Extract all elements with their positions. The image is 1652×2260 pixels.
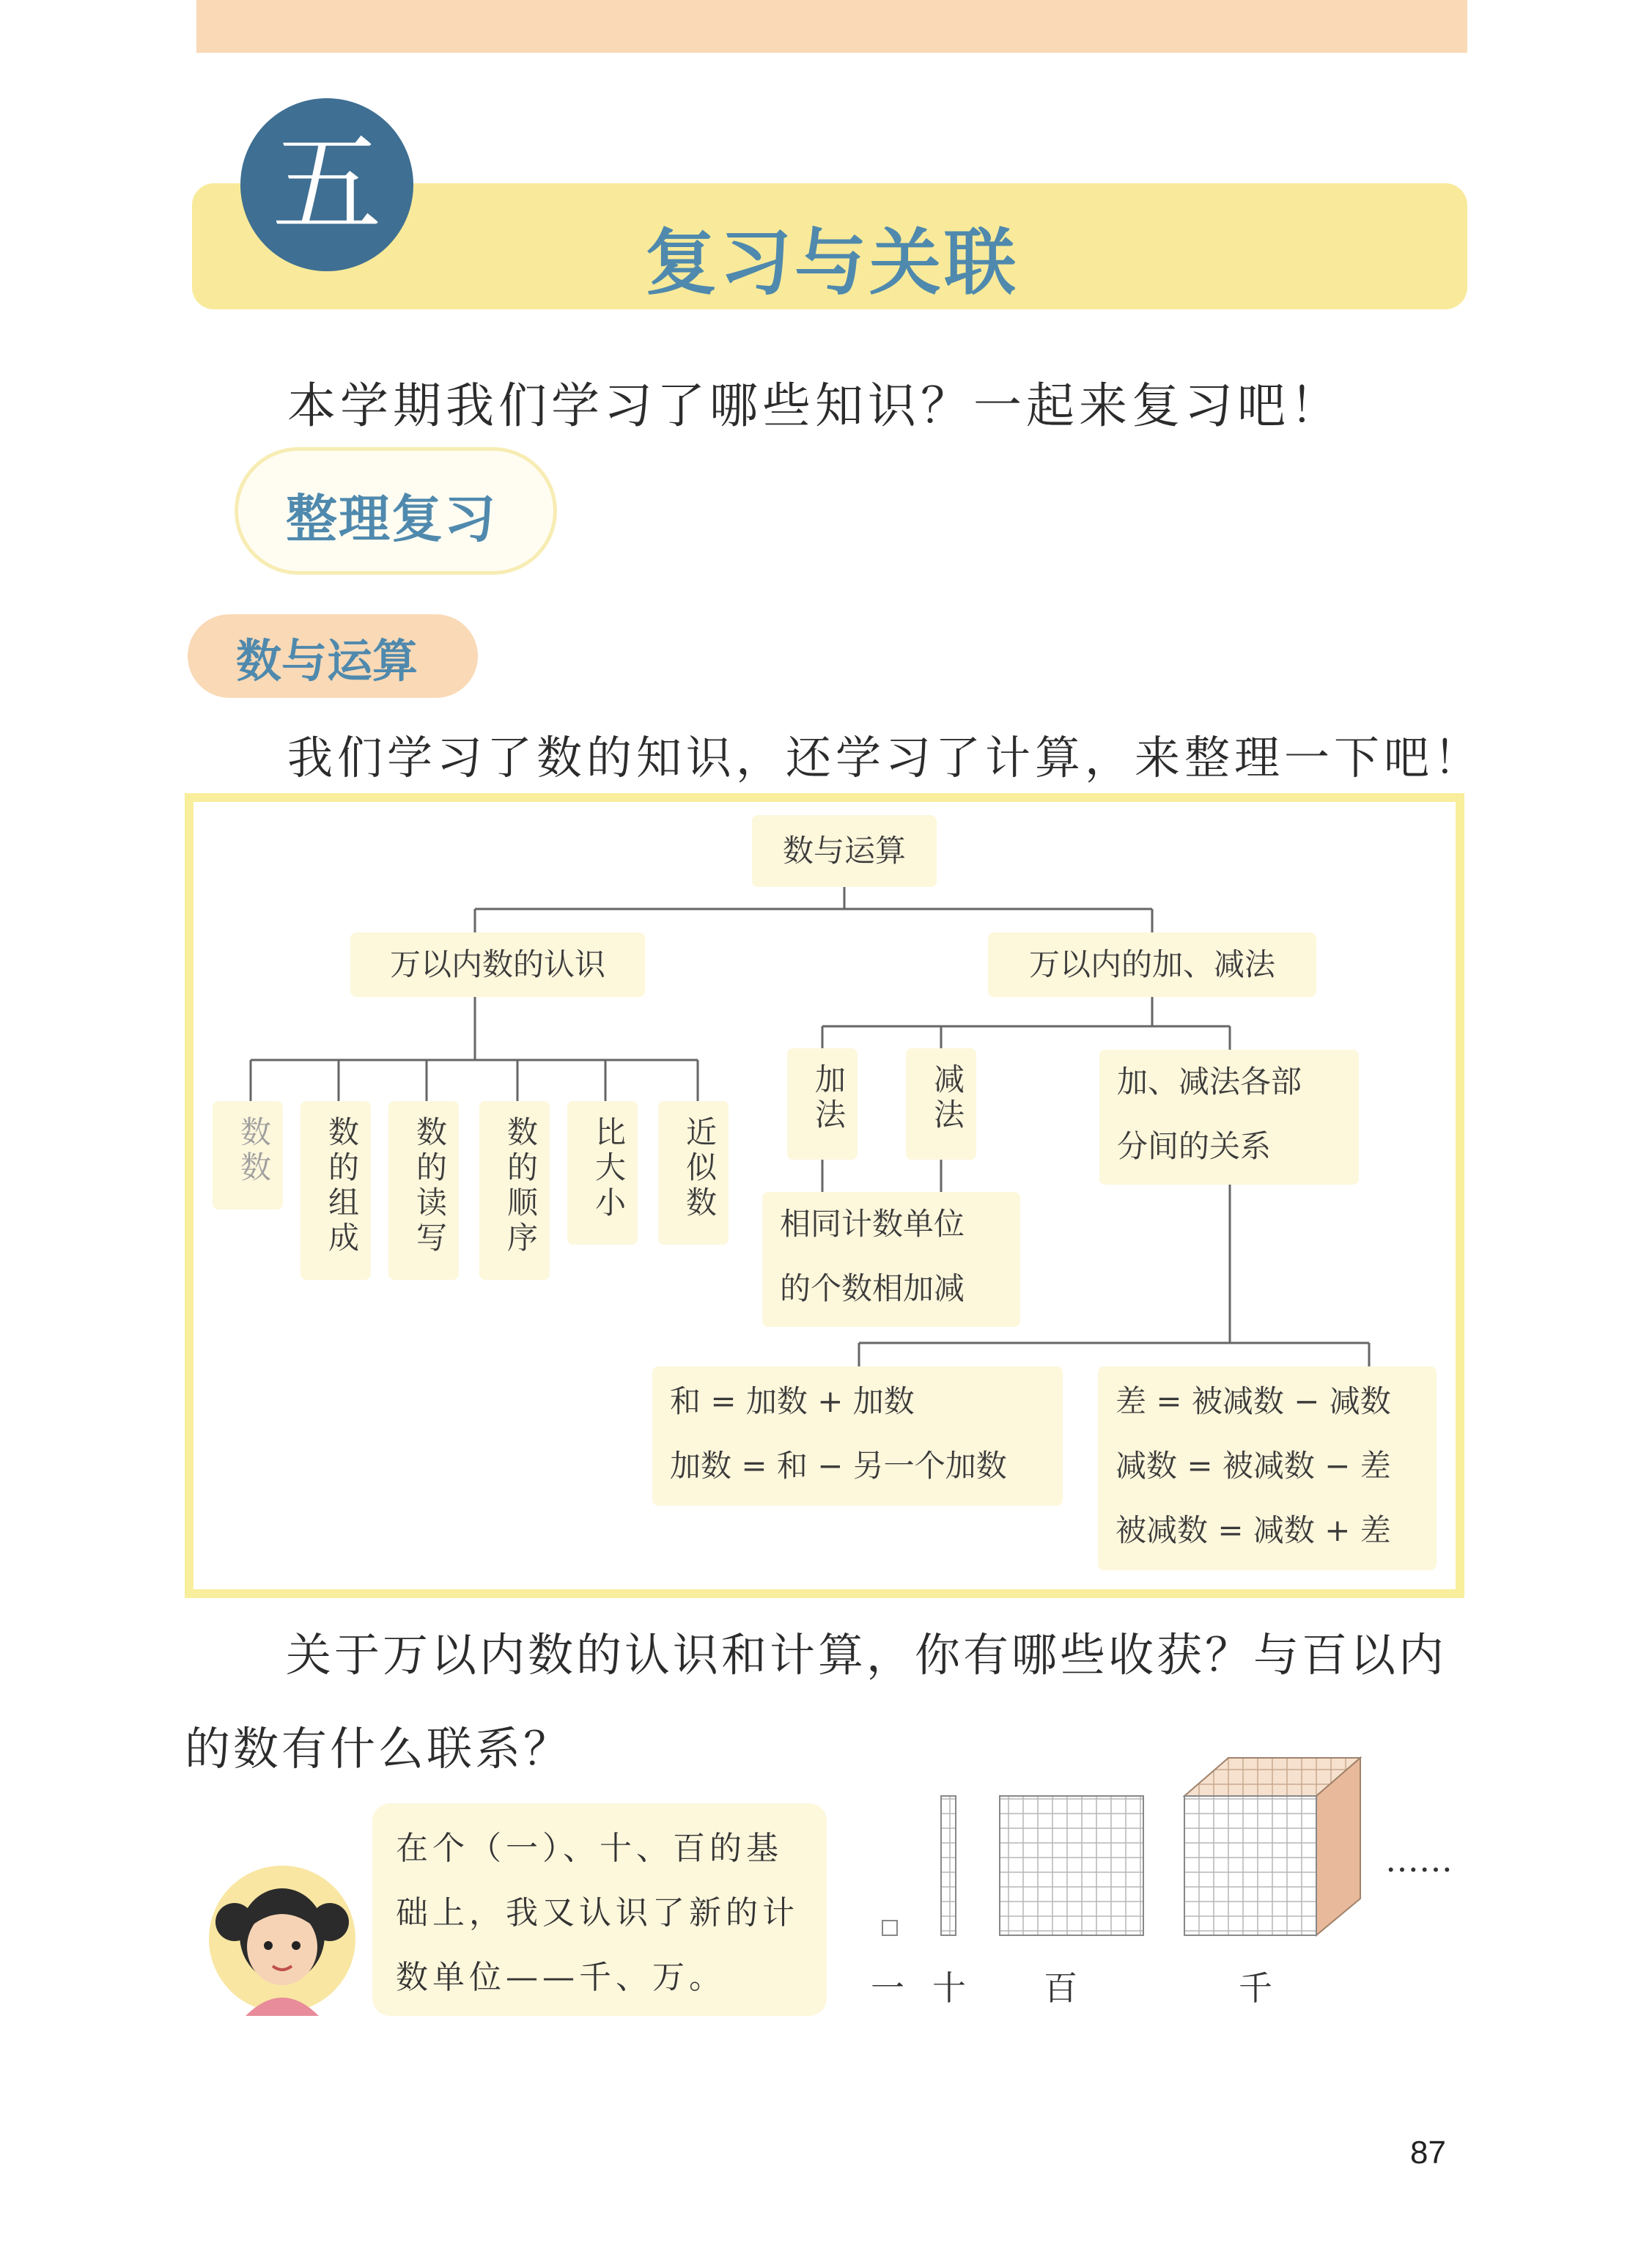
question-line-1: 关于万以内数的认识和计算，你有哪些收获？与百以内 bbox=[286, 1628, 1448, 1682]
diagram-item-read-write: 数的读写 bbox=[388, 1101, 459, 1280]
speech-text: 在个（一）、十、百的基 础上，我又认识了新的计 数单位——千、万。 bbox=[396, 1830, 799, 1996]
section-label: 数与运算 bbox=[236, 634, 418, 688]
label-ten: 十 bbox=[932, 1968, 966, 2008]
label-thousand: 千 bbox=[1239, 1968, 1272, 2008]
diagram-addition: 加法 bbox=[787, 1048, 858, 1160]
place-value-blocks bbox=[877, 1755, 1390, 1946]
diagram-item-counting: 数数 bbox=[213, 1101, 283, 1210]
diagram-item-compare: 比大小 bbox=[567, 1101, 638, 1245]
diagram-item-order: 数的顺序 bbox=[479, 1101, 550, 1280]
diagram-root: 数与运算 bbox=[752, 815, 937, 887]
hundred-flat bbox=[1000, 1796, 1143, 1935]
diagram-subtraction: 减法 bbox=[906, 1048, 976, 1160]
ten-rod bbox=[941, 1796, 956, 1935]
diagram-right-branch: 万以内的加、减法 bbox=[988, 932, 1316, 997]
diagram-relation: 加、减法各部 分间的关系 bbox=[1099, 1050, 1359, 1185]
diagram-item-approximate: 近似数 bbox=[658, 1101, 729, 1245]
diagram-item-composition: 数的组成 bbox=[300, 1101, 371, 1280]
chapter-title: 复习与关联 bbox=[645, 221, 1019, 305]
label-hundred: 百 bbox=[1044, 1968, 1077, 2008]
review-label: 整理复习 bbox=[286, 489, 497, 549]
unit-cube bbox=[882, 1921, 897, 1935]
page-number: 87 bbox=[1410, 2135, 1446, 2171]
label-one: 一 bbox=[871, 1968, 904, 2008]
chapter-number-badge: 五 bbox=[240, 98, 413, 271]
diagram-left-branch: 万以内数的认识 bbox=[350, 932, 645, 997]
section-lead: 我们学习了数的知识，还学习了计算，来整理一下吧！ bbox=[287, 731, 1484, 784]
diagram-sub-formulas: 差 = 被减数 − 减数 减数 = 被减数 − 差 被减数 = 减数 + 差 bbox=[1098, 1366, 1437, 1570]
girl-avatar bbox=[205, 1862, 359, 2016]
question-line-2: 的数有什么联系？ bbox=[185, 1722, 572, 1775]
label-ellipsis: …… bbox=[1385, 1840, 1453, 1880]
thousand-cube bbox=[1184, 1796, 1316, 1935]
diagram-add-formulas: 和 = 加数 + 加数 加数 = 和 − 另一个加数 bbox=[652, 1366, 1063, 1506]
intro-text: 本学期我们学习了哪些知识？一起来复习吧！ bbox=[287, 378, 1343, 434]
diagram-rule: 相同计数单位 的个数相加减 bbox=[762, 1192, 1020, 1327]
